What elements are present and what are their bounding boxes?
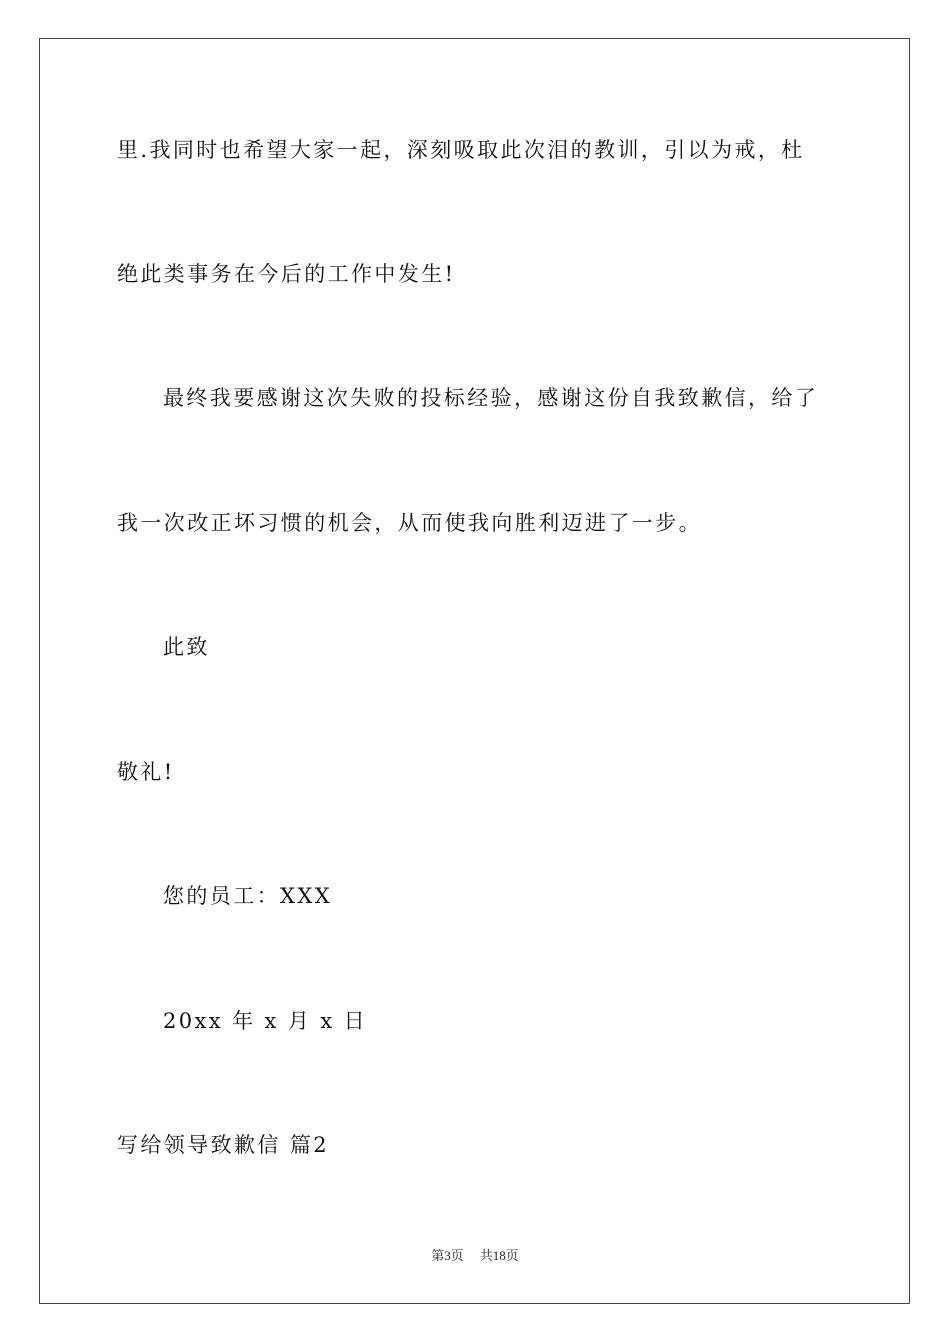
page-footer	[0, 1245, 950, 1264]
signature-line: 您的员工：XXX	[163, 884, 333, 908]
page-frame	[39, 38, 910, 1304]
body-line-1: 里.我同时也希望大家一起，深刻吸取此次泪的教训，引以为戒，杜	[117, 138, 805, 162]
closing-regards: 敬礼!	[117, 760, 175, 784]
date-line: 20xx 年 x 月 x 日	[163, 1009, 368, 1033]
page-total: 共18页	[479, 1248, 519, 1263]
page-number: 第3页	[431, 1248, 464, 1263]
closing-salutation: 此致	[163, 635, 210, 659]
body-line-4: 我一次改正坏习惯的机会，从而使我向胜利迈进了一步。	[117, 511, 702, 535]
body-line-2: 绝此类事务在今后的工作中发生!	[117, 262, 456, 286]
section-heading: 写给领导致歉信 篇2	[117, 1133, 330, 1157]
body-line-3: 最终我要感谢这次失败的投标经验，感谢这份自我致歉信，给了	[163, 386, 819, 410]
